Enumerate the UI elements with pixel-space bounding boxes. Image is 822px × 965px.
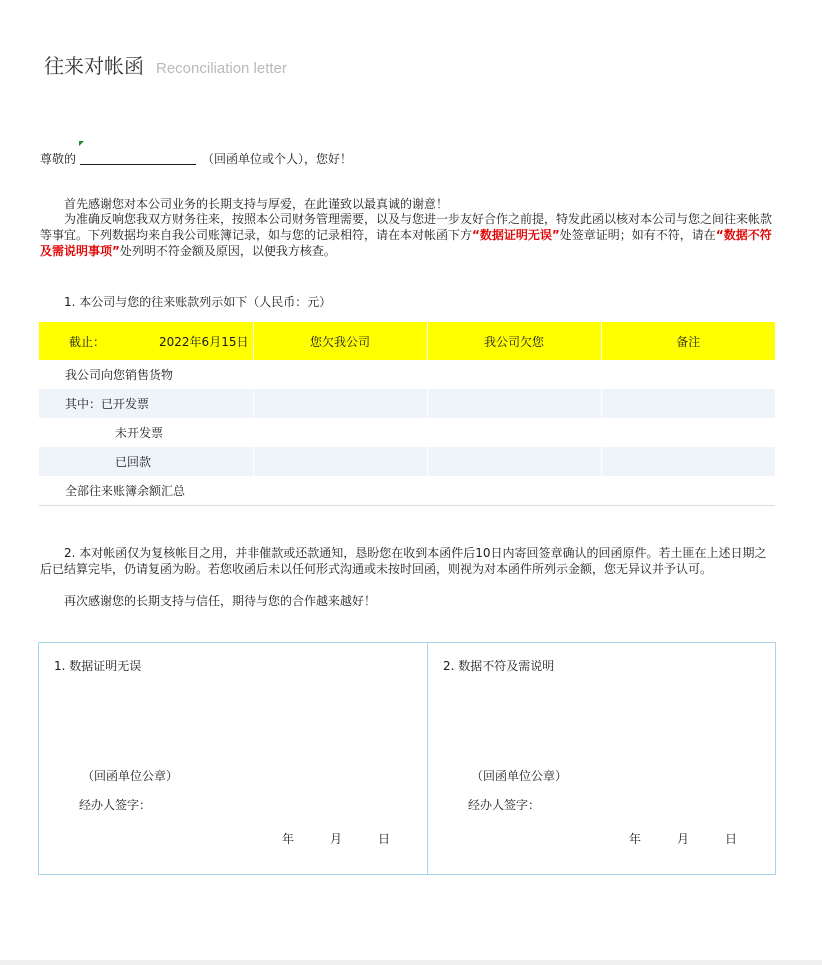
company-seal-label: （回函单位公章）: [82, 769, 179, 783]
page-subtitle: Reconciliation letter: [156, 60, 287, 77]
purpose-text-1: 为准确反响您我双方财务往来，按照本公司财务管理需要，以及与您进一步友好合作之前提，特发此函以核对本公司与您之间往来帐款等事宜。下列数据均来自我公司账簿记录，如与您的记录相符，请在本对帐函下方: [40, 212, 773, 242]
month-label: 月: [677, 832, 690, 846]
reply-dispute-panel[interactable]: [428, 643, 775, 874]
bottom-scroll-strip: [0, 960, 822, 965]
row-label-sales[interactable]: 我公司向您销售货物: [65, 368, 174, 382]
greeting-prefix: 尊敬的: [40, 152, 77, 166]
section-1-heading: 1. 本公司与您的往来账款列示如下（人民币：元）: [64, 295, 332, 309]
highlight-data-mismatch: “数据不符及需说明事项”: [40, 228, 772, 258]
section-2-text: 2. 本对帐函仅为复核帐目之用，并非催款或还款通知，恳盼您在收到本函件后10日内寄回签章确认的回函原件。若土匪在上述日期之后已结算完毕，仍请复函为盼。若您收函后未以任何形式沟通或未按时回函，则视为对本函件所列示金额，您无异议并予认可。: [40, 546, 767, 576]
cell-owed-to-us[interactable]: [253, 418, 427, 447]
cutoff-date: 2022年6月15日: [159, 334, 249, 349]
cell-owed-by-us[interactable]: [427, 447, 601, 476]
purpose-text-3: 处列明不符金额及原因，以便我方核查。: [119, 244, 336, 258]
table-row: [39, 389, 775, 418]
ledger-table: [39, 322, 775, 506]
cell-owed-by-us[interactable]: [427, 476, 601, 506]
column-header-remarks[interactable]: 备注: [601, 322, 775, 360]
row-label-invoiced[interactable]: 其中：已开发票: [39, 389, 253, 418]
cell-remarks[interactable]: [601, 447, 775, 476]
row-label-paid[interactable]: 已回款: [39, 447, 253, 476]
signer-label: 经办人签字：: [79, 798, 152, 812]
cell-remarks[interactable]: [601, 360, 775, 389]
row-label-total[interactable]: 全部往来账簿余额汇总: [39, 476, 253, 506]
date-row: [282, 830, 390, 847]
reply-dispute-heading: 2. 数据不符及需说明: [443, 659, 555, 673]
cell-owed-by-us[interactable]: [427, 418, 601, 447]
date-row: [629, 830, 737, 847]
reply-confirm-heading: 1. 数据证明无误: [54, 659, 142, 673]
column-header-owed-by-us[interactable]: 我公司欠您: [427, 322, 601, 360]
highlight-data-correct: “数据证明无误”: [472, 228, 560, 242]
reply-confirm-panel[interactable]: [39, 643, 428, 874]
table-row: [39, 447, 775, 476]
cell-owed-to-us[interactable]: [253, 389, 427, 418]
cell-remarks[interactable]: [601, 389, 775, 418]
reply-box: [38, 642, 776, 875]
cell-comment-marker[interactable]: [79, 141, 84, 146]
month-label: 月: [330, 832, 343, 846]
intro-thanks: 首先感谢您对本公司业务的长期支持与厚爱，在此谨致以最真诚的谢意！: [64, 197, 449, 211]
cell-remarks[interactable]: [601, 418, 775, 447]
closing-text: 再次感谢您的长期支持与信任，期待与您的合作越来越好！: [64, 594, 377, 608]
ledger-header-row: [39, 322, 775, 360]
greeting-line: [40, 150, 352, 167]
column-header-owed-to-us[interactable]: 您欠我公司: [253, 322, 427, 360]
recipient-blank[interactable]: [80, 152, 196, 165]
title-text: 往来对帐函: [44, 54, 144, 78]
cell-owed-to-us[interactable]: [253, 447, 427, 476]
day-label: 日: [725, 832, 738, 846]
page-title: [44, 50, 287, 79]
year-label: 年: [629, 832, 642, 846]
purpose-text-2: 处签章证明；如有不符，请在: [559, 228, 716, 242]
cell-owed-to-us[interactable]: [253, 476, 427, 506]
cell-owed-by-us[interactable]: [427, 389, 601, 418]
table-row: [39, 360, 775, 389]
company-seal-label: （回函单位公章）: [471, 769, 568, 783]
cell-owed-by-us[interactable]: [427, 360, 601, 389]
cutoff-cell[interactable]: [39, 322, 253, 360]
table-row: [39, 418, 775, 447]
signer-label: 经办人签字：: [468, 798, 541, 812]
day-label: 日: [378, 832, 391, 846]
year-label: 年: [282, 832, 295, 846]
intro-purpose: [40, 211, 772, 259]
row-label-not-invoiced[interactable]: 未开发票: [115, 426, 164, 440]
cell-remarks[interactable]: [601, 476, 775, 506]
table-row: [39, 476, 775, 506]
cell-owed-to-us[interactable]: [253, 360, 427, 389]
greeting-suffix: （回函单位或个人），您好！: [202, 152, 353, 166]
cutoff-label: 截止：: [69, 334, 106, 349]
